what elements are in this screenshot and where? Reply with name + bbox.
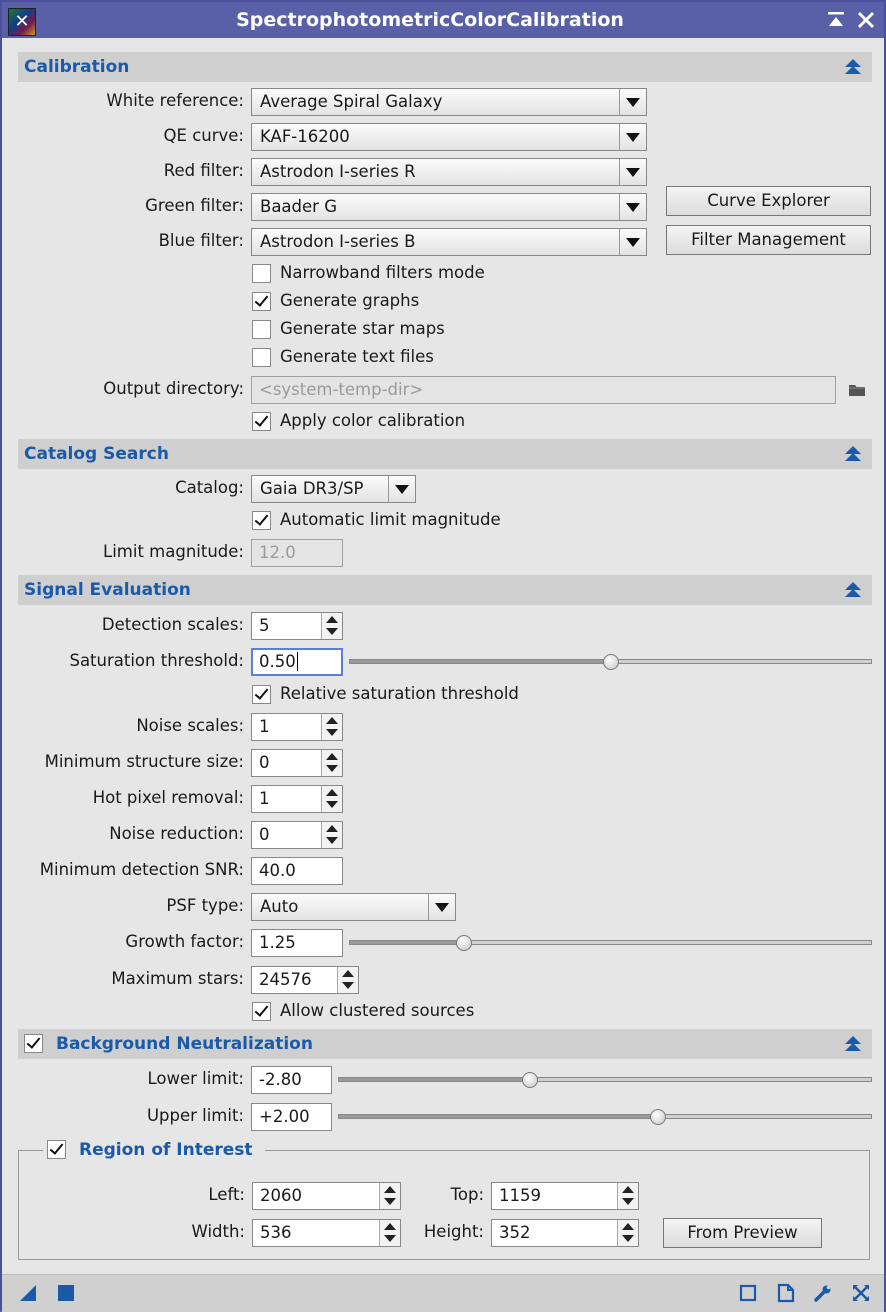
- lower-limit-slider[interactable]: [338, 1071, 872, 1089]
- combo-value: Auto: [260, 897, 299, 916]
- collapse-icon[interactable]: [842, 56, 864, 78]
- roi-left-spinbox[interactable]: [252, 1182, 401, 1210]
- spin-value: 352: [499, 1223, 531, 1242]
- hot-pixel-removal-label: Hot pixel removal:: [92, 788, 244, 807]
- combo-value: Baader G: [260, 197, 337, 216]
- min-structure-size-label: Minimum structure size:: [44, 752, 244, 771]
- chevron-down-icon: [619, 194, 646, 220]
- generate-graphs-checkbox[interactable]: [252, 292, 271, 311]
- output-directory-field[interactable]: <system-temp-dir>: [251, 376, 836, 404]
- white-reference-combo[interactable]: [251, 88, 647, 116]
- combo-value: Astrodon I-series B: [260, 232, 416, 251]
- spin-arrows-icon[interactable]: [337, 967, 358, 993]
- allow-clustered-checkbox[interactable]: [252, 1002, 271, 1021]
- section-calibration[interactable]: [18, 52, 872, 82]
- section-catalog-search[interactable]: [18, 439, 872, 469]
- narrowband-checkbox[interactable]: [252, 264, 271, 283]
- green-filter-label: Green filter:: [145, 196, 244, 215]
- blue-filter-label: Blue filter:: [158, 231, 244, 250]
- slider-handle[interactable]: [456, 935, 472, 951]
- folder-icon[interactable]: [848, 383, 866, 397]
- detection-scales-label: Detection scales:: [101, 615, 244, 634]
- spin-arrows-icon[interactable]: [321, 613, 342, 639]
- spin-value: 1159: [499, 1186, 541, 1205]
- shade-window-icon[interactable]: [824, 8, 848, 32]
- combo-value: Gaia DR3/SP: [260, 479, 364, 498]
- spin-arrows-icon[interactable]: [321, 786, 342, 812]
- qe-curve-label: QE curve:: [163, 126, 244, 145]
- section-signal-evaluation[interactable]: [18, 575, 872, 605]
- roi-title: Region of Interest: [79, 1140, 253, 1160]
- relative-saturation-label: Relative saturation threshold: [280, 684, 519, 703]
- noise-scales-spinbox[interactable]: [251, 713, 343, 741]
- saturation-threshold-label: Saturation threshold:: [69, 651, 244, 670]
- roi-title-row: [43, 1137, 265, 1163]
- spin-arrows-icon[interactable]: [617, 1183, 638, 1209]
- catalog-combo[interactable]: [251, 475, 416, 503]
- chevron-down-icon: [388, 476, 415, 502]
- spin-arrows-icon[interactable]: [321, 822, 342, 848]
- red-filter-label: Red filter:: [163, 161, 244, 180]
- saturation-threshold-field[interactable]: 0.50: [251, 648, 343, 676]
- combo-value: Astrodon I-series R: [260, 162, 416, 181]
- relative-saturation-checkbox[interactable]: [252, 685, 271, 704]
- from-preview-button[interactable]: From Preview: [663, 1218, 822, 1248]
- roi-width-label: Width:: [191, 1222, 245, 1241]
- chevron-down-icon: [619, 89, 646, 115]
- roi-checkbox[interactable]: [47, 1140, 66, 1159]
- collapse-icon[interactable]: [842, 1033, 864, 1055]
- generate-graphs-label: Generate graphs: [280, 291, 420, 310]
- spin-value: 0: [259, 825, 270, 844]
- lower-limit-label: Lower limit:: [147, 1069, 244, 1088]
- maximum-stars-label: Maximum stars:: [111, 969, 244, 988]
- background-neutralization-checkbox[interactable]: [24, 1034, 43, 1053]
- min-detection-snr-label: Minimum detection SNR:: [39, 860, 244, 879]
- process-content: [2, 38, 884, 1311]
- reset-icon[interactable]: [851, 1283, 871, 1303]
- psf-type-combo[interactable]: [251, 893, 456, 921]
- detection-scales-spinbox[interactable]: [251, 612, 343, 640]
- limit-magnitude-field[interactable]: 12.0: [251, 539, 343, 567]
- upper-limit-field[interactable]: +2.00: [251, 1103, 332, 1131]
- psf-type-label: PSF type:: [166, 896, 244, 915]
- chevron-down-icon: [619, 229, 646, 255]
- filter-management-button[interactable]: Filter Management: [666, 225, 871, 255]
- section-title: Signal Evaluation: [24, 580, 191, 600]
- upper-limit-slider[interactable]: [338, 1108, 872, 1126]
- spin-value: 1: [259, 717, 270, 736]
- window-title: SpectrophotometricColorCalibration: [236, 9, 624, 31]
- curve-explorer-button[interactable]: Curve Explorer: [666, 186, 871, 216]
- roi-height-label: Height:: [423, 1222, 484, 1241]
- generate-star-maps-label: Generate star maps: [280, 319, 445, 338]
- narrowband-label: Narrowband filters mode: [280, 263, 485, 282]
- saturation-threshold-slider[interactable]: [349, 653, 872, 671]
- apply-global-icon[interactable]: [56, 1283, 76, 1303]
- apply-color-calibration-checkbox[interactable]: [252, 412, 271, 431]
- spin-arrows-icon[interactable]: [321, 714, 342, 740]
- roi-width-spinbox[interactable]: [252, 1219, 401, 1247]
- spin-arrows-icon[interactable]: [321, 750, 342, 776]
- section-title: Background Neutralization: [56, 1034, 313, 1054]
- apply-color-calibration-label: Apply color calibration: [280, 411, 466, 430]
- spin-arrows-icon[interactable]: [379, 1220, 400, 1246]
- wrench-icon[interactable]: [813, 1283, 833, 1303]
- chevron-down-icon: [619, 124, 646, 150]
- combo-value: Average Spiral Galaxy: [260, 92, 443, 111]
- generate-text-files-checkbox[interactable]: [252, 348, 271, 367]
- generate-text-files-label: Generate text files: [280, 347, 434, 366]
- spin-value: 1: [259, 789, 270, 808]
- section-title: Catalog Search: [24, 444, 169, 464]
- spin-value: 536: [260, 1223, 292, 1242]
- blue-filter-combo[interactable]: [251, 228, 647, 256]
- title-bar[interactable]: [2, 2, 884, 38]
- output-directory-label: Output directory:: [103, 379, 244, 398]
- text-caret: [297, 652, 298, 671]
- limit-magnitude-label: Limit magnitude:: [103, 542, 244, 561]
- spin-value: 2060: [260, 1186, 302, 1205]
- spin-value: 5: [259, 616, 270, 635]
- section-background-neutralization[interactable]: [18, 1029, 872, 1059]
- spin-value: 24576: [259, 970, 312, 989]
- process-control-bar: [2, 1274, 884, 1312]
- roi-left-label: Left:: [208, 1185, 245, 1204]
- qe-curve-combo[interactable]: [251, 123, 647, 151]
- collapse-icon[interactable]: [842, 579, 864, 601]
- auto-limit-magnitude-label: Automatic limit magnitude: [280, 510, 501, 529]
- hot-pixel-removal-spinbox[interactable]: [251, 785, 343, 813]
- white-reference-label: White reference:: [106, 91, 244, 110]
- roi-top-spinbox[interactable]: [491, 1182, 639, 1210]
- growth-factor-slider[interactable]: [349, 934, 872, 952]
- combo-value: KAF-16200: [260, 127, 350, 146]
- upper-limit-label: Upper limit:: [146, 1106, 244, 1125]
- preview-mode-icon[interactable]: [738, 1283, 758, 1303]
- collapse-icon[interactable]: [842, 443, 864, 465]
- allow-clustered-label: Allow clustered sources: [280, 1001, 475, 1020]
- min-detection-snr-field[interactable]: 40.0: [251, 857, 343, 885]
- generate-star-maps-checkbox[interactable]: [252, 320, 271, 339]
- spin-arrows-icon[interactable]: [617, 1220, 638, 1246]
- close-window-icon[interactable]: [854, 8, 878, 32]
- slider-handle[interactable]: [522, 1072, 538, 1088]
- noise-reduction-label: Noise reduction:: [109, 824, 244, 843]
- chevron-down-icon: [428, 894, 455, 920]
- red-filter-combo[interactable]: [251, 158, 647, 186]
- min-structure-size-spinbox[interactable]: [251, 749, 343, 777]
- spin-value: 0: [259, 753, 270, 772]
- chevron-down-icon: [619, 159, 646, 185]
- lower-limit-field[interactable]: -2.80: [251, 1066, 332, 1094]
- spin-arrows-icon[interactable]: [379, 1183, 400, 1209]
- slider-handle[interactable]: [603, 654, 619, 670]
- green-filter-combo[interactable]: [251, 193, 647, 221]
- auto-limit-magnitude-checkbox[interactable]: [252, 511, 271, 530]
- documentation-icon[interactable]: [776, 1283, 796, 1303]
- section-title: Calibration: [24, 57, 130, 77]
- new-instance-icon[interactable]: [18, 1283, 38, 1303]
- growth-factor-label: Growth factor:: [125, 932, 244, 951]
- growth-factor-field[interactable]: 1.25: [251, 929, 343, 957]
- maximum-stars-spinbox[interactable]: [251, 966, 359, 994]
- noise-scales-label: Noise scales:: [136, 716, 244, 735]
- noise-reduction-spinbox[interactable]: [251, 821, 343, 849]
- slider-handle[interactable]: [650, 1109, 666, 1125]
- region-of-interest-group: [18, 1140, 870, 1260]
- roi-top-label: Top:: [450, 1185, 484, 1204]
- catalog-label: Catalog:: [175, 478, 244, 497]
- app-icon: ✕: [8, 8, 36, 36]
- roi-height-spinbox[interactable]: [491, 1219, 639, 1247]
